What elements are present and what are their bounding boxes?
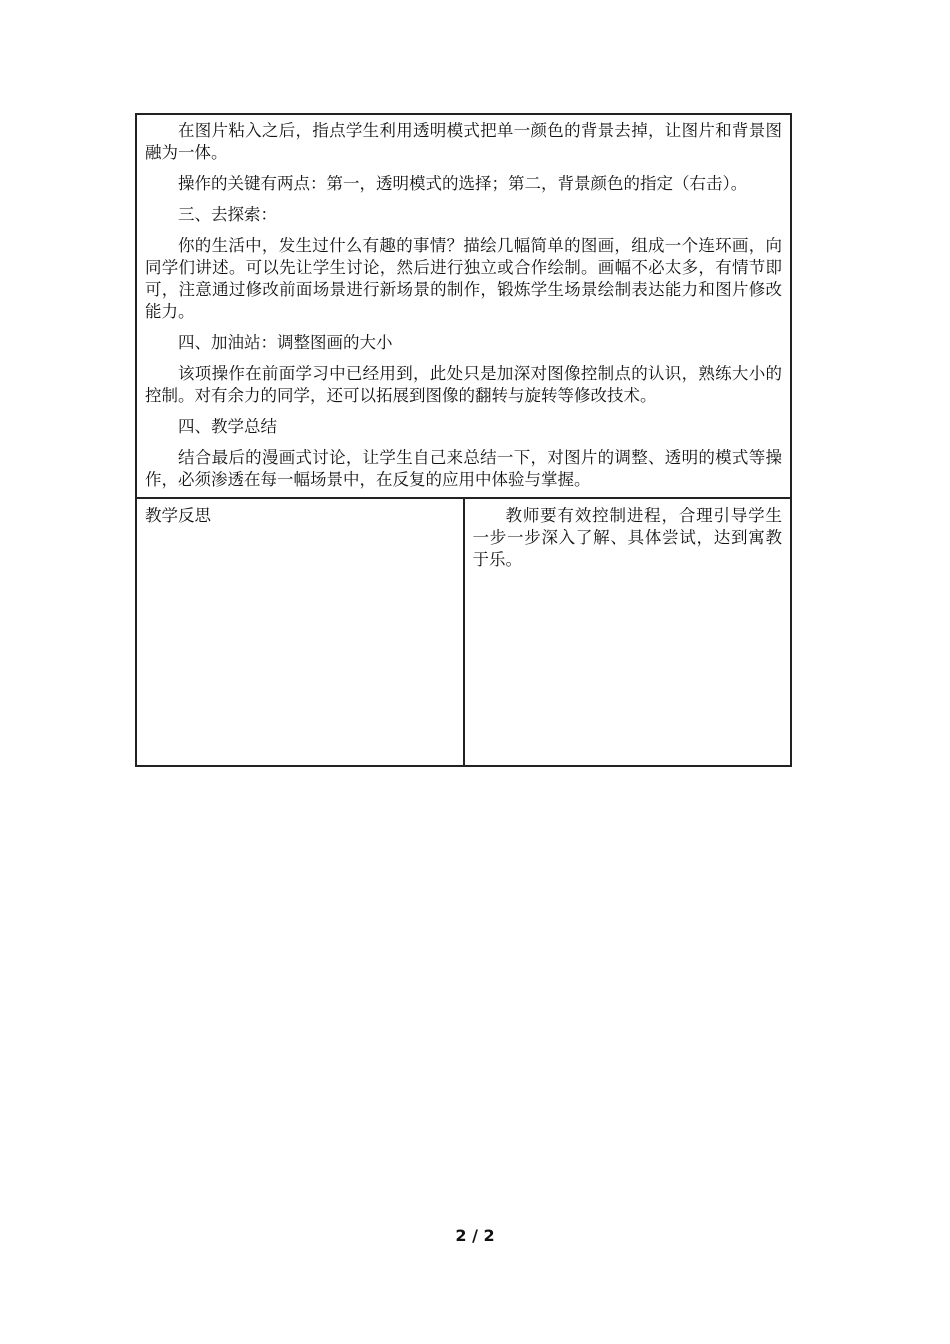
reflection-text: 教师要有效控制进程，合理引导学生一步一步深入了解、具体尝试，达到寓教于乐。 xyxy=(472,506,782,569)
section-heading: 四、教学总结 xyxy=(178,417,277,436)
paragraph: 结合最后的漫画式讨论，让学生自己来总结一下，对图片的调整、透明的模式等操作，必须渗透在每一幅场景中，在反复的应用中体验与掌握。 xyxy=(145,448,782,489)
reflection-row xyxy=(136,498,791,766)
lesson-content-cell xyxy=(136,114,791,498)
reflection-content-cell xyxy=(464,498,792,766)
lesson-table xyxy=(135,113,792,767)
section-heading: 四、加油站：调整图画的大小 xyxy=(178,333,393,352)
reflection-label: 教学反思 xyxy=(136,498,464,766)
paragraph: 在图片粘入之后，指点学生利用透明模式把单一颜色的背景去掉，让图片和背景图融为一体。 xyxy=(145,121,782,162)
paragraph: 该项操作在前面学习中已经用到，此处只是加深对图像控制点的认识，熟练大小的控制。对有余力的同学，还可以拓展到图像的翻转与旋转等修改技术。 xyxy=(145,364,782,405)
paragraph: 操作的关键有两点：第一，透明模式的选择；第二，背景颜色的指定（右击）。 xyxy=(178,174,748,193)
section-heading: 三、去探索： xyxy=(178,205,277,224)
paragraph: 你的生活中，发生过什么有趣的事情？描绘几幅简单的图画，组成一个连环画，向同学们讲述。可以先让学生讨论，然后进行独立或合作绘制。画幅不必太多，有情节即可，注意通过修改前面场景进行新场景的制作，锻炼学生场景绘制表达能力和图片修改能力。 xyxy=(145,236,782,321)
content-row xyxy=(136,114,791,498)
page-number: 2 / 2 xyxy=(455,1226,495,1245)
